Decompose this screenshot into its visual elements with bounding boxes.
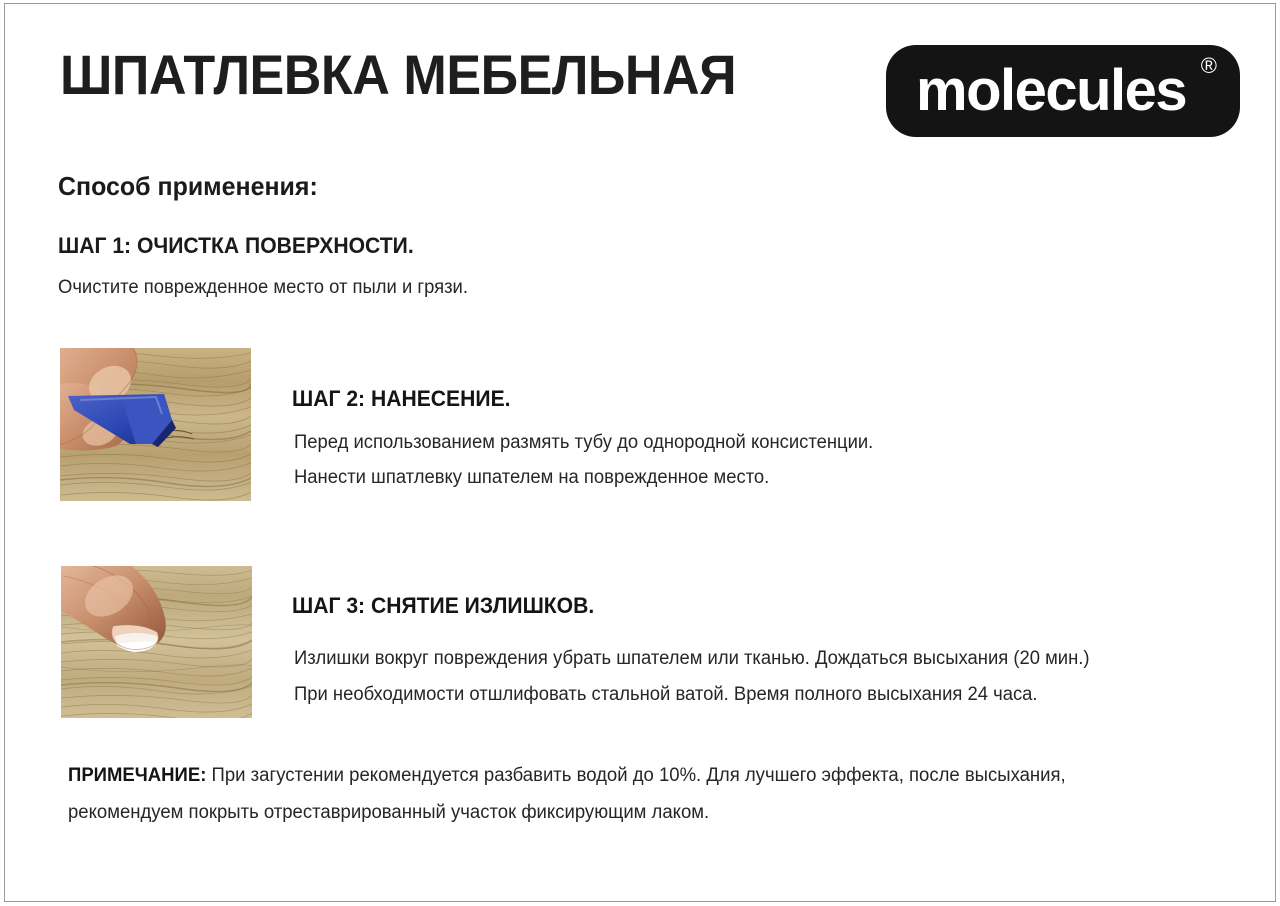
step-1-line-1: Очистите поврежденное место от пыли и грязи.: [58, 277, 468, 298]
step-2-photo-illustration: [60, 348, 251, 501]
note-label: ПРИМЕЧАНИЕ:: [68, 765, 207, 786]
note-line-1: При загустении рекомендуется разбавить водой до 10%. Для лучшего эффекта, после высыхания,: [206, 765, 1066, 786]
step-2-line-1: Перед использованием размять тубу до однородной консистенции.: [294, 432, 874, 453]
step-3-photo-illustration: [61, 566, 252, 718]
step-1-heading: ШАГ 1: ОЧИСТКА ПОВЕРХНОСТИ.: [58, 233, 414, 258]
step-3-line-1: Излишки вокруг повреждения убрать шпателем или тканью. Дождаться высыхания (20 мин.): [294, 648, 1090, 669]
page-title: ШПАТЛЕВКА МЕБЕЛЬНАЯ: [60, 43, 737, 106]
registered-trademark-icon: ®: [1200, 53, 1217, 78]
usage-section-title: Способ применения:: [58, 171, 318, 201]
step-3-line-2: При необходимости отшлифовать стальной ватой. Время полного высыхания 24 часа.: [294, 684, 1038, 705]
step-2-heading: ШАГ 2: НАНЕСЕНИЕ.: [292, 386, 511, 411]
note-line-2: рекомендуем покрыть отреставрированный участок фиксирующим лаком.: [68, 802, 710, 823]
brand-logo-wordmark: molecules: [916, 58, 1187, 123]
step-3-heading: ШАГ 3: СНЯТИЕ ИЗЛИШКОВ.: [292, 593, 595, 618]
step-2-line-2: Нанести шпатлевку шпателем на поврежденное место.: [294, 467, 770, 488]
brand-logo-badge: [886, 45, 1240, 137]
note-block: [68, 757, 1131, 831]
step-3-photo: [61, 566, 252, 718]
step-2-photo: [60, 348, 251, 501]
